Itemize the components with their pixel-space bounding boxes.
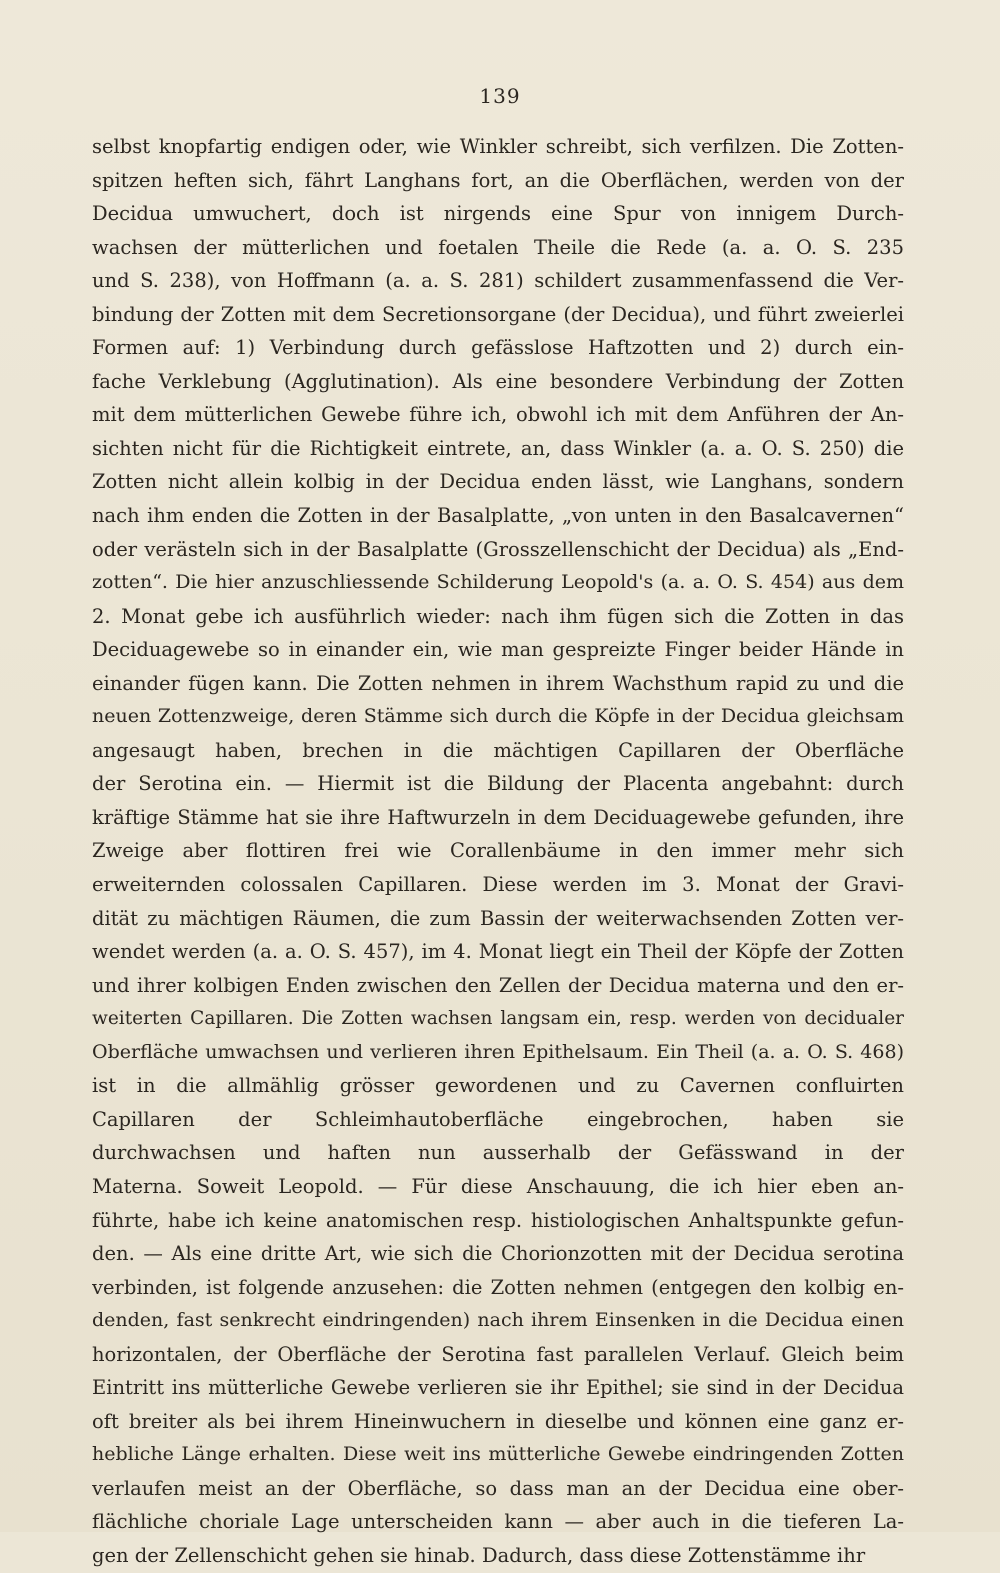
text-line: ist in die allmählig grösser gewordenen und zu Cavernen confluirten (92, 1074, 904, 1098)
text-line: 2. Monat gebe ich ausführlich wieder: nach ihm fügen sich die Zotten in das (92, 604, 904, 628)
text-line: horizontalen, der Oberfläche der Serotina fast parallelen Verlauf. Gleich beim (92, 1342, 904, 1366)
text-line: wendet werden (a. a. O. S. 457), im 4. Monat liegt ein Theil der Köpfe der Zotten (92, 940, 904, 964)
text-line: kräftige Stämme hat sie ihre Haftwurzeln in dem Deciduagewebe gefunden, ihre (92, 805, 904, 829)
text-line: mit dem mütterlichen Gewebe führe ich, obwohl ich mit dem Anführen der An- (92, 403, 904, 427)
text-line: und ihrer kolbigen Enden zwischen den Zellen der Decidua materna und den er- (92, 973, 904, 997)
text-line: dität zu mächtigen Räumen, die zum Bassin der weiterwachsenden Zotten ver- (92, 906, 904, 930)
text-line: führte, habe ich keine anatomischen resp. histiologischen Anhaltspunkte gefun- (92, 1208, 904, 1232)
text-line: Zweige aber flottiren frei wie Corallenbäume in den immer mehr sich (92, 839, 904, 863)
body-text (92, 130, 904, 1573)
text-line: Eintritt ins mütterliche Gewebe verlieren sie ihr Epithel; sie sind in der Decidua (92, 1376, 904, 1400)
text-line: verlaufen meist an der Oberfläche, so dass man an der Decidua eine ober- (92, 1476, 904, 1500)
text-line: flächliche choriale Lage unterscheiden kann — aber auch in die tieferen La- (92, 1510, 904, 1534)
text-line: Formen auf: 1) Verbindung durch gefässlose Haftzotten und 2) durch ein- (92, 336, 904, 360)
text-line: Capillaren der Schleimhautoberfläche eingebrochen, haben sie (92, 1107, 904, 1131)
text-line: sichten nicht für die Richtigkeit eintrete, an, dass Winkler (a. a. O. S. 250) die (92, 436, 904, 460)
text-line: bindung der Zotten mit dem Secretionsorgane (der Decidua), und führt zweierlei (92, 302, 904, 326)
text-line: selbst knopfartig endigen oder, wie Winkler schreibt, sich verfilzen. Die Zotten- (92, 135, 904, 158)
text-line: durchwachsen und haften nun ausserhalb der Gefässwand in der (92, 1141, 904, 1165)
text-line: Oberfläche umwachsen und verlieren ihren Epithelsaum. Ein Theil (a. a. O. S. 468) (92, 1040, 904, 1063)
page-number: 139 (479, 84, 521, 108)
text-line: hebliche Länge erhalten. Diese weit ins mütterliche Gewebe eindringenden Zotten (92, 1443, 904, 1466)
text-line: zotten“. Die hier anzuschliessende Schilderung Leopold's (a. a. O. S. 454) aus dem (92, 571, 904, 594)
text-line: Deciduagewebe so in einander ein, wie man gespreizte Finger beider Hände in (92, 638, 904, 662)
text-line: oder verästeln sich in der Basalplatte (Grosszellenschicht der Decidua) als „End- (92, 537, 904, 561)
text-line: weiterten Capillaren. Die Zotten wachsen langsam ein, resp. werden von decidualer (92, 1008, 904, 1030)
text-line: einander fügen kann. Die Zotten nehmen in ihrem Wachsthum rapid zu und die (92, 671, 904, 695)
text-line: Zotten nicht allein kolbig in der Decidua enden lässt, wie Langhans, sondern (92, 470, 904, 494)
text-line: denden, fast senkrecht eindringenden) nach ihrem Einsenken in die Decidua einen (92, 1309, 904, 1332)
text-line: gen der Zellenschicht gehen sie hinab. Dadurch, dass diese Zottenstämme ihr (92, 1543, 866, 1567)
text-line: Decidua umwuchert, doch ist nirgends eine Spur von innigem Durch- (92, 202, 904, 226)
text-line: angesaugt haben, brechen in die mächtigen Capillaren der Oberfläche (92, 738, 904, 762)
text-line: der Serotina ein. — Hiermit ist die Bildung der Placenta angebahnt: durch (92, 772, 904, 796)
text-line: oft breiter als bei ihrem Hineinwuchern in dieselbe und können eine ganz er- (92, 1409, 904, 1433)
text-line: und S. 238), von Hoffmann (a. a. S. 281) schildert zusammenfassend die Ver- (92, 269, 904, 293)
text-line: fache Verklebung (Agglutination). Als eine besondere Verbindung der Zotten (92, 369, 904, 393)
text-line: spitzen heften sich, fährt Langhans fort, an die Oberflächen, werden von der (92, 168, 904, 192)
text-line: wachsen der mütterlichen und foetalen Theile die Rede (a. a. O. S. 235 (92, 235, 904, 259)
text-line: verbinden, ist folgende anzusehen: die Zotten nehmen (entgegen den kolbig en- (92, 1275, 904, 1299)
text-line: neuen Zottenzweige, deren Stämme sich durch die Köpfe in der Decidua gleichsam (92, 705, 904, 728)
text-line: nach ihm enden die Zotten in der Basalplatte, „von unten in den Basalcavernen“ (92, 504, 904, 528)
text-line: erweiternden colossalen Capillaren. Diese werden im 3. Monat der Gravi- (92, 873, 904, 897)
text-line: Materna. Soweit Leopold. — Für diese Anschauung, die ich hier eben an- (92, 1174, 904, 1198)
text-line: den. — Als eine dritte Art, wie sich die Chorionzotten mit der Decidua serotina (92, 1242, 904, 1266)
